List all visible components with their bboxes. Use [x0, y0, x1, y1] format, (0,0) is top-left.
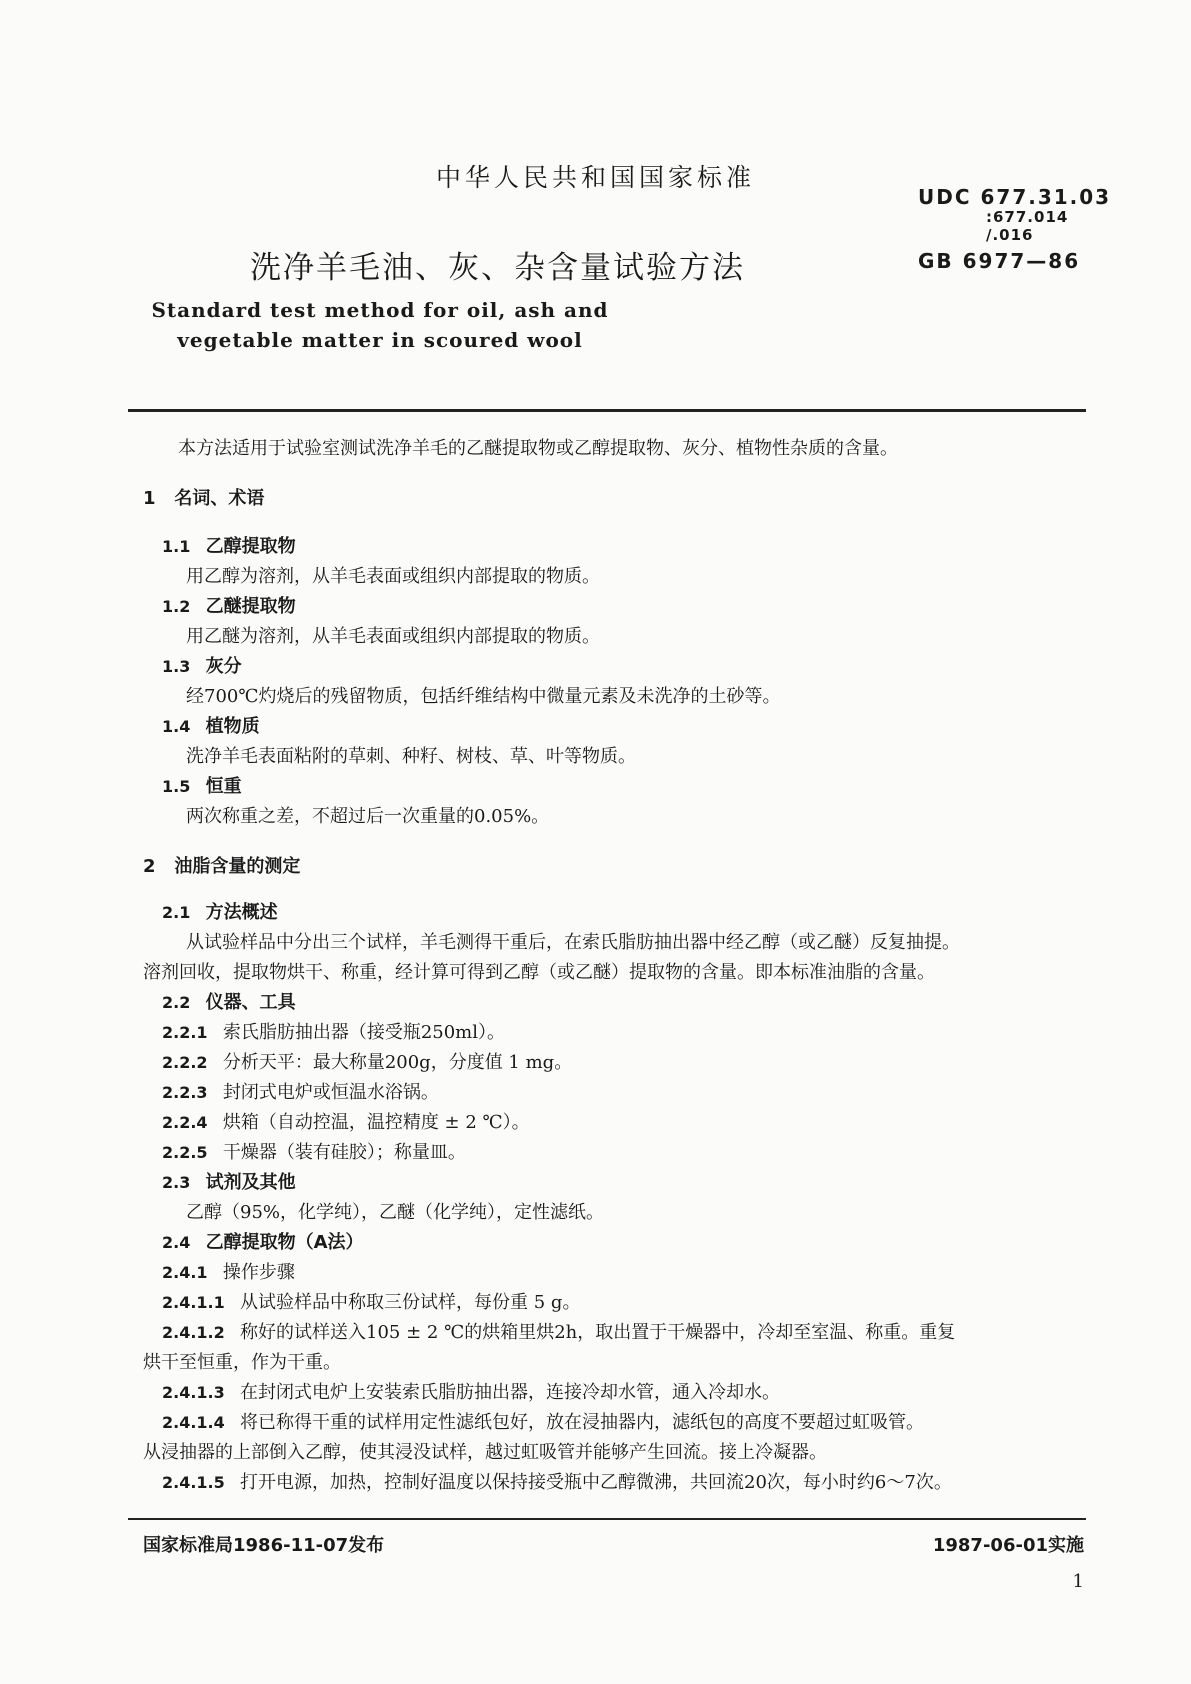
clause-number: 1.1	[162, 537, 191, 556]
clause-number: 2.4.1.3	[162, 1383, 225, 1402]
clause-title: 植物质	[205, 716, 260, 737]
clause-text: 干燥器（装有硅胶）；称量皿。	[222, 1142, 466, 1163]
clause-2-1-text-line-1: 从试验样品中分出三个试样，羊毛测得干重后，在索氏脂肪抽出器中经乙醇（或乙醚）反复抽提。	[186, 932, 960, 953]
clause-2-4-1-3	[162, 1378, 780, 1404]
clause-2-2-3	[162, 1078, 439, 1104]
clause-number: 1.5	[162, 777, 191, 796]
clause-number: 2.2	[162, 993, 191, 1012]
clause-text: 称好的试样送入105 ± 2 ℃的烘箱里烘2h，取出置于干燥器中，冷却至室温、称重。重复	[240, 1322, 956, 1343]
clause-number: 2.2.4	[162, 1113, 208, 1132]
footer-divider	[128, 1518, 1086, 1520]
clause-text: 在封闭式电炉上安装索氏脂肪抽出器，连接冷却水管，通入冷却水。	[240, 1382, 781, 1403]
clause-2-4-1-5	[162, 1468, 952, 1494]
clause-number: 2.4	[162, 1233, 191, 1252]
section-title: 名词、术语	[174, 488, 265, 509]
clause-number: 1.4	[162, 717, 191, 736]
clause-2-3-text: 乙醇（95%，化学纯），乙醚（化学纯），定性滤纸。	[186, 1202, 605, 1223]
clause-1-1-heading	[162, 532, 296, 558]
clause-2-2-5	[162, 1138, 466, 1164]
clause-1-2-heading	[162, 592, 296, 618]
section-number: 2	[143, 856, 156, 877]
clause-title: 恒重	[205, 776, 242, 797]
clause-number: 2.4.1	[162, 1263, 208, 1282]
section-number: 1	[143, 488, 156, 509]
header-divider	[128, 409, 1086, 412]
issued-date: 国家标准局1986-11-07发布	[143, 1535, 385, 1556]
english-title-line-1: Standard test method for oil, ash and	[151, 298, 609, 322]
clause-title: 仪器、工具	[205, 992, 296, 1013]
clause-title: 试剂及其他	[205, 1172, 296, 1193]
clause-text: 封闭式电炉或恒温水浴锅。	[222, 1082, 439, 1103]
effective-date: 1987-06-01实施	[932, 1535, 1084, 1556]
clause-2-4-1-heading	[162, 1258, 295, 1284]
clause-1-3-text: 经700℃灼烧后的残留物质，包括纤维结构中微量元素及未洗净的土砂等。	[186, 686, 781, 707]
clause-2-4-1-4	[162, 1408, 924, 1434]
clause-1-5-text: 两次称重之差，不超过后一次重量的0.05%。	[186, 806, 550, 827]
scope-paragraph: 本方法适用于试验室测试洗净羊毛的乙醚提取物或乙醇提取物、灰分、植物性杂质的含量。	[178, 438, 898, 459]
clause-title: 乙醚提取物	[205, 596, 296, 617]
udc-line-1: UDC 677.31.03	[918, 185, 1112, 209]
clause-number: 2.3	[162, 1173, 191, 1192]
clause-text: 打开电源，加热，控制好温度以保持接受瓶中乙醇微沸，共回流20次，每小时约6～7次。	[240, 1472, 952, 1493]
clause-1-3-heading	[162, 652, 242, 678]
standard-org-heading: 中华人民共和国国家标准	[435, 163, 755, 192]
clause-2-1-text-line-2: 溶剂回收，提取物烘干、称重，经计算可得到乙醇（或乙醚）提取物的含量。即本标准油脂的含量。	[143, 962, 935, 983]
clause-2-4-1-2	[162, 1318, 955, 1344]
clause-2-2-4	[162, 1108, 530, 1134]
clause-number: 1.3	[162, 657, 191, 676]
clause-text: 分析天平：最大称量200g，分度值 1 mg。	[222, 1052, 573, 1073]
clause-2-4-heading	[162, 1228, 364, 1254]
udc-line-3: /.016	[986, 226, 1034, 244]
udc-line-2: :677.014	[986, 208, 1069, 226]
clause-number: 2.2.2	[162, 1053, 208, 1072]
clause-title: 方法概述	[205, 902, 278, 923]
clause-number: 2.1	[162, 903, 191, 922]
clause-2-4-1-2-continued: 烘干至恒重，作为干重。	[143, 1352, 341, 1373]
clause-2-2-2	[162, 1048, 572, 1074]
clause-2-4-1-1	[162, 1288, 580, 1314]
clause-title: 乙醇提取物（A法）	[205, 1232, 364, 1253]
clause-title: 灰分	[205, 656, 242, 677]
clause-text: 将已称得干重的试样用定性滤纸包好，放在浸抽器内，滤纸包的高度不要超过虹吸管。	[240, 1412, 925, 1433]
clause-1-2-text: 用乙醚为溶剂，从羊毛表面或组织内部提取的物质。	[186, 626, 600, 647]
page-number: 1	[1072, 1571, 1084, 1592]
clause-text: 烘箱（自动控温，温控精度 ± 2 ℃）。	[222, 1112, 530, 1133]
clause-1-5-heading	[162, 772, 242, 798]
clause-2-2-1	[162, 1018, 505, 1044]
clause-number: 2.4.1.2	[162, 1323, 225, 1342]
clause-text: 索氏脂肪抽出器（接受瓶250ml）。	[222, 1022, 506, 1043]
clause-2-2-heading	[162, 988, 296, 1014]
document-title: 洗净羊毛油、灰、杂含量试验方法	[250, 250, 745, 286]
clause-1-1-text: 用乙醇为溶剂，从羊毛表面或组织内部提取的物质。	[186, 566, 600, 587]
section-2-heading	[143, 852, 300, 878]
clause-number: 2.2.1	[162, 1023, 208, 1042]
clause-number: 2.4.1.1	[162, 1293, 225, 1312]
clause-number: 2.4.1.5	[162, 1473, 225, 1492]
clause-2-4-1-4-continued: 从浸抽器的上部倒入乙醇，使其浸没试样，越过虹吸管并能够产生回流。接上冷凝器。	[143, 1442, 827, 1463]
clause-2-3-heading	[162, 1168, 296, 1194]
udc-code	[918, 186, 1111, 244]
section-title: 油脂含量的测定	[174, 856, 301, 877]
clause-2-1-heading	[162, 898, 278, 924]
clause-title: 操作步骤	[222, 1262, 295, 1283]
clause-number: 2.4.1.4	[162, 1413, 225, 1432]
gb-number: GB 6977—86	[918, 249, 1081, 273]
clause-number: 2.2.5	[162, 1143, 208, 1162]
clause-1-4-heading	[162, 712, 260, 738]
clause-number: 1.2	[162, 597, 191, 616]
english-title-line-2: vegetable matter in scoured wool	[177, 328, 583, 352]
clause-text: 从试验样品中称取三份试样，每份重 5 g。	[240, 1292, 581, 1313]
section-1-heading	[143, 484, 264, 510]
clause-number: 2.2.3	[162, 1083, 208, 1102]
clause-title: 乙醇提取物	[205, 536, 296, 557]
clause-1-4-text: 洗净羊毛表面粘附的草刺、种籽、树枝、草、叶等物质。	[186, 746, 636, 767]
